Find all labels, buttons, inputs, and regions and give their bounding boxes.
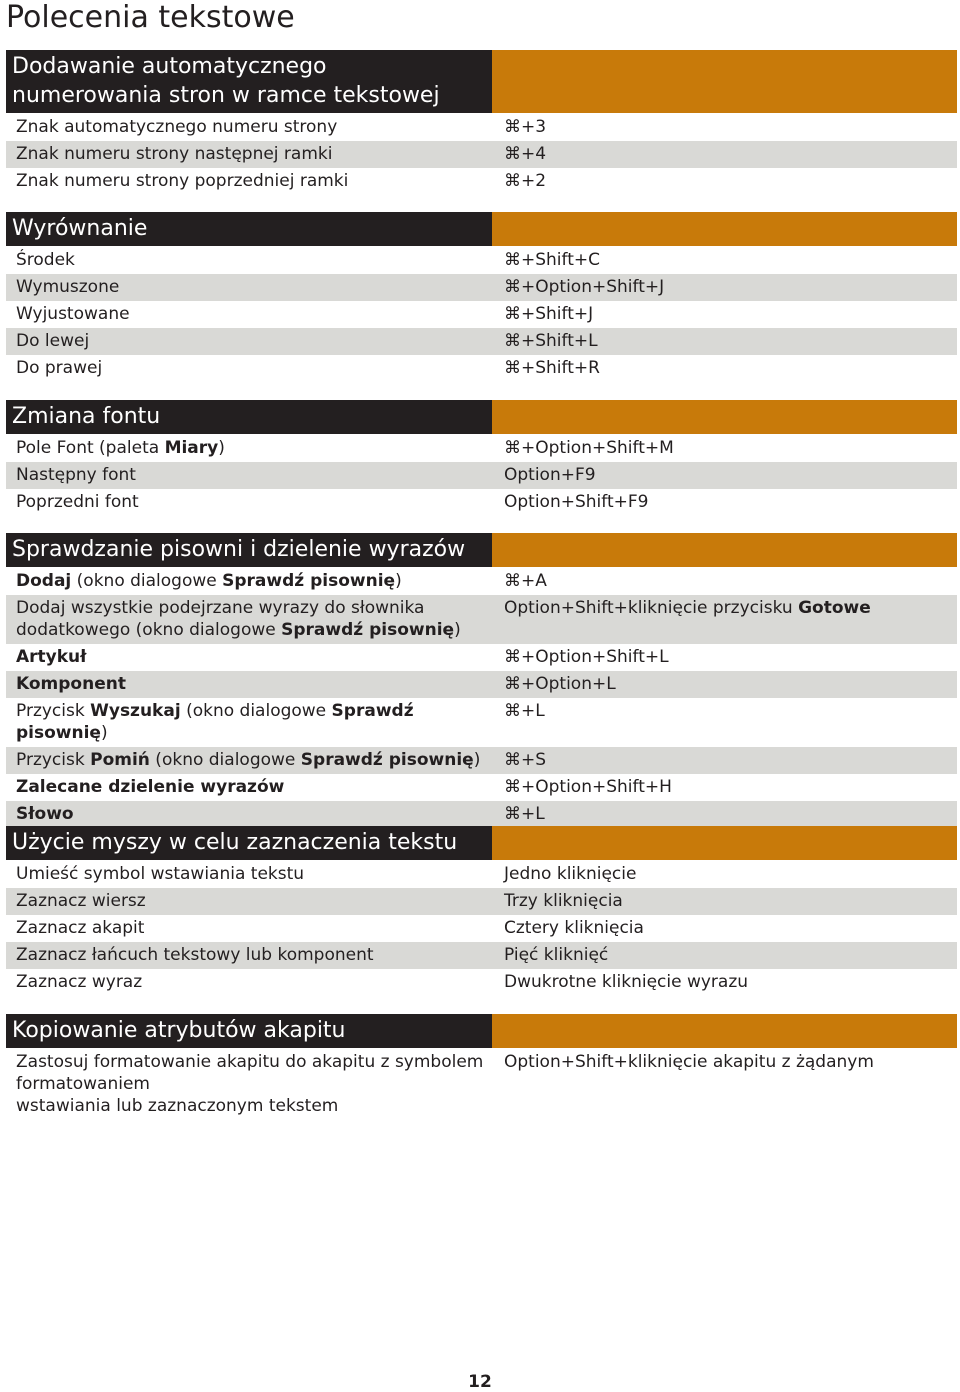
text-run: (okno dialogowe xyxy=(149,750,301,770)
shortcut-description xyxy=(6,597,504,641)
shortcut-keys xyxy=(504,917,957,939)
text-run: (okno dialogowe xyxy=(180,701,332,721)
section-header xyxy=(6,1014,957,1048)
shortcut-row xyxy=(6,595,957,644)
section-header xyxy=(6,533,957,567)
shortcut-keys xyxy=(504,357,957,379)
shortcut-description xyxy=(6,303,504,325)
shortcut-keys xyxy=(504,776,957,798)
shortcut-row xyxy=(6,801,957,828)
shortcut-row xyxy=(6,747,957,774)
shortcut-keys xyxy=(504,890,957,912)
text-run: Środek xyxy=(16,250,75,270)
shortcut-description xyxy=(6,917,504,939)
shortcut-keys xyxy=(504,170,957,192)
shortcut-keys xyxy=(504,673,957,695)
shortcut-description xyxy=(6,971,504,993)
shortcut-row xyxy=(6,355,957,382)
text-run: ⌘+S xyxy=(504,750,547,770)
shortcut-description xyxy=(6,944,504,966)
shortcut-keys xyxy=(504,944,957,966)
section-title xyxy=(6,1014,492,1048)
shortcut-rows xyxy=(6,114,957,195)
text-run: wstawiania lub zaznaczonym tekstem xyxy=(16,1096,339,1116)
section-font-change xyxy=(6,400,957,516)
shortcut-row xyxy=(6,168,957,195)
text-run: ⌘+2 xyxy=(504,171,547,191)
shortcut-keys xyxy=(504,330,957,352)
shortcut-description xyxy=(6,890,504,912)
shortcut-keys xyxy=(504,249,957,271)
shortcut-row xyxy=(6,698,957,747)
shortcut-row xyxy=(6,141,957,168)
shortcut-rows xyxy=(6,435,957,516)
bold-text: Gotowe xyxy=(798,598,871,618)
section-accent-bar xyxy=(492,400,957,434)
shortcut-keys xyxy=(504,646,957,668)
shortcut-row xyxy=(6,301,957,328)
shortcut-keys xyxy=(504,749,957,771)
shortcut-keys xyxy=(504,143,957,165)
text-run: ⌘+Shift+R xyxy=(504,358,600,378)
shortcut-keys xyxy=(504,803,957,825)
section-title-line: Dodawanie automatycznego xyxy=(12,54,327,79)
text-run: ) xyxy=(100,723,108,743)
bold-text: Dodaj xyxy=(16,571,72,591)
text-run: ) xyxy=(218,438,225,458)
text-run: ⌘+Option+L xyxy=(504,674,616,694)
shortcut-row xyxy=(6,861,957,888)
shortcut-keys xyxy=(504,303,957,325)
text-run: Pole Font (paleta xyxy=(16,438,165,458)
shortcut-keys xyxy=(504,570,957,592)
shortcut-row xyxy=(6,1049,957,1120)
text-run: Zaznacz łańcuch tekstowy lub komponent xyxy=(16,945,374,965)
text-run: Option+Shift+kliknięcie akapitu z żądanym xyxy=(504,1052,874,1072)
shortcut-rows xyxy=(6,861,957,996)
shortcut-rows xyxy=(6,247,957,382)
bold-text: Komponent xyxy=(16,674,126,694)
shortcut-row xyxy=(6,435,957,462)
text-run: (okno dialogowe xyxy=(71,571,223,591)
text-run: Umieść symbol wstawiania tekstu xyxy=(16,864,305,884)
text-run: Do lewej xyxy=(16,331,90,351)
text-run: ⌘+L xyxy=(504,701,545,721)
text-run: Dodaj wszystkie podejrzane wyrazy do słownika dodatkowego (okno dialogowe xyxy=(16,598,425,640)
bold-text: Miary xyxy=(164,438,219,458)
section-title xyxy=(6,400,492,434)
section-spelling-hyphenation xyxy=(6,533,957,828)
shortcut-keys xyxy=(504,1051,957,1117)
text-run: ⌘+Shift+J xyxy=(504,304,594,324)
shortcut-description xyxy=(6,863,504,885)
text-run: Zastosuj formatowanie akapitu do akapitu z symbolem formatowaniem xyxy=(16,1052,484,1094)
section-title-line: Sprawdzanie pisowni i dzielenie wyrazów xyxy=(12,537,466,562)
section-header xyxy=(6,212,957,246)
text-run: Następny font xyxy=(16,465,136,485)
text-run: Wymuszone xyxy=(16,277,120,297)
text-run: Znak numeru strony następnej ramki xyxy=(16,144,333,164)
text-run: Zaznacz wyraz xyxy=(16,972,143,992)
bold-text: Artykuł xyxy=(16,647,87,667)
shortcut-description xyxy=(6,700,504,744)
shortcut-description xyxy=(6,170,504,192)
shortcut-keys xyxy=(504,971,957,993)
shortcut-description xyxy=(6,646,504,668)
text-run: Trzy kliknięcia xyxy=(504,891,623,911)
shortcut-description xyxy=(6,1051,504,1117)
text-run: ) xyxy=(454,620,461,640)
text-run: Option+Shift+F9 xyxy=(504,492,649,512)
shortcut-rows xyxy=(6,568,957,828)
text-run: Cztery kliknięcia xyxy=(504,918,644,938)
bold-text: Wyszukaj xyxy=(90,701,181,721)
section-title xyxy=(6,212,492,246)
text-run: ⌘+L xyxy=(504,804,545,824)
shortcut-row xyxy=(6,328,957,355)
section-accent-bar xyxy=(492,50,957,113)
section-title xyxy=(6,826,492,860)
section-header xyxy=(6,50,957,113)
section-title-line: Kopiowanie atrybutów akapitu xyxy=(12,1018,346,1043)
shortcut-description xyxy=(6,491,504,513)
shortcut-description xyxy=(6,776,504,798)
shortcut-description xyxy=(6,749,504,771)
bold-text: Zalecane dzielenie wyrazów xyxy=(16,777,285,797)
text-run: Poprzedni font xyxy=(16,492,139,512)
shortcut-row xyxy=(6,644,957,671)
text-run: ) xyxy=(473,750,481,770)
section-accent-bar xyxy=(492,826,957,860)
shortcut-row xyxy=(6,915,957,942)
text-run: ) xyxy=(395,571,402,591)
text-run: ⌘+A xyxy=(504,571,547,591)
text-run: ⌘+Shift+C xyxy=(504,250,600,270)
section-title-line: numerowania stron w ramce tekstowej xyxy=(12,83,440,108)
text-run: Option+Shift+kliknięcie przycisku xyxy=(504,598,799,618)
text-run: Pięć kliknięć xyxy=(504,945,609,965)
text-run: ⌘+4 xyxy=(504,144,547,164)
text-run: ⌘+Shift+L xyxy=(504,331,598,351)
section-page-numbering xyxy=(6,50,957,195)
section-accent-bar xyxy=(492,533,957,567)
shortcut-description xyxy=(6,357,504,379)
section-title xyxy=(6,50,492,113)
shortcut-description xyxy=(6,464,504,486)
section-title-line: Użycie myszy w celu zaznaczenia tekstu xyxy=(12,830,458,855)
shortcut-keys xyxy=(504,276,957,298)
shortcut-keys xyxy=(504,116,957,138)
section-alignment xyxy=(6,212,957,382)
shortcut-row xyxy=(6,114,957,141)
shortcut-row xyxy=(6,942,957,969)
text-run: Znak numeru strony poprzedniej ramki xyxy=(16,171,349,191)
text-run: ⌘+Option+Shift+M xyxy=(504,438,674,458)
text-run: ⌘+Option+Shift+L xyxy=(504,647,669,667)
text-run: Przycisk xyxy=(16,701,91,721)
bold-text: Sprawdź pisownię xyxy=(281,620,455,640)
shortcut-row xyxy=(6,489,957,516)
text-run: Jedno kliknięcie xyxy=(504,864,637,884)
shortcut-description xyxy=(6,673,504,695)
shortcut-keys xyxy=(504,597,957,641)
shortcut-description xyxy=(6,570,504,592)
shortcut-keys xyxy=(504,700,957,744)
page-number: 12 xyxy=(468,1372,492,1392)
text-run: Zaznacz wiersz xyxy=(16,891,146,911)
text-run: Przycisk xyxy=(16,750,91,770)
section-accent-bar xyxy=(492,1014,957,1048)
text-run: Dwukrotne kliknięcie wyrazu xyxy=(504,972,749,992)
shortcut-description xyxy=(6,330,504,352)
section-mouse-selection xyxy=(6,826,957,996)
shortcut-description xyxy=(6,276,504,298)
shortcut-row xyxy=(6,247,957,274)
shortcut-keys xyxy=(504,464,957,486)
section-accent-bar xyxy=(492,212,957,246)
shortcut-row xyxy=(6,274,957,301)
section-copy-paragraph-attributes xyxy=(6,1014,957,1120)
text-run: ⌘+Option+Shift+J xyxy=(504,277,665,297)
shortcut-rows xyxy=(6,1049,957,1120)
shortcut-row xyxy=(6,671,957,698)
section-header xyxy=(6,826,957,860)
section-title xyxy=(6,533,492,567)
shortcut-description xyxy=(6,249,504,271)
text-run: Wyjustowane xyxy=(16,304,130,324)
shortcut-keys xyxy=(504,437,957,459)
shortcut-keys xyxy=(504,491,957,513)
text-run: ⌘+3 xyxy=(504,117,547,137)
shortcut-keys xyxy=(504,863,957,885)
section-title-line: Zmiana fontu xyxy=(12,404,161,429)
shortcut-description xyxy=(6,143,504,165)
section-header xyxy=(6,400,957,434)
shortcut-row xyxy=(6,888,957,915)
shortcut-row xyxy=(6,568,957,595)
shortcut-description xyxy=(6,116,504,138)
bold-text: Sprawdź pisownię xyxy=(16,701,414,743)
text-run: Option+F9 xyxy=(504,465,596,485)
text-run: ⌘+Option+Shift+H xyxy=(504,777,672,797)
page-title: Polecenia tekstowe xyxy=(6,0,295,35)
text-run: Znak automatycznego numeru strony xyxy=(16,117,338,137)
shortcut-description xyxy=(6,437,504,459)
section-title-line: Wyrównanie xyxy=(12,216,148,241)
shortcut-row xyxy=(6,969,957,996)
text-run: Zaznacz akapit xyxy=(16,918,145,938)
bold-text: Słowo xyxy=(16,804,74,824)
bold-text: Pomiń xyxy=(90,750,150,770)
text-run: Do prawej xyxy=(16,358,103,378)
shortcut-row xyxy=(6,774,957,801)
shortcut-row xyxy=(6,462,957,489)
bold-text: Sprawdź pisownię xyxy=(300,750,474,770)
shortcut-description xyxy=(6,803,504,825)
bold-text: Sprawdź pisownię xyxy=(222,571,396,591)
